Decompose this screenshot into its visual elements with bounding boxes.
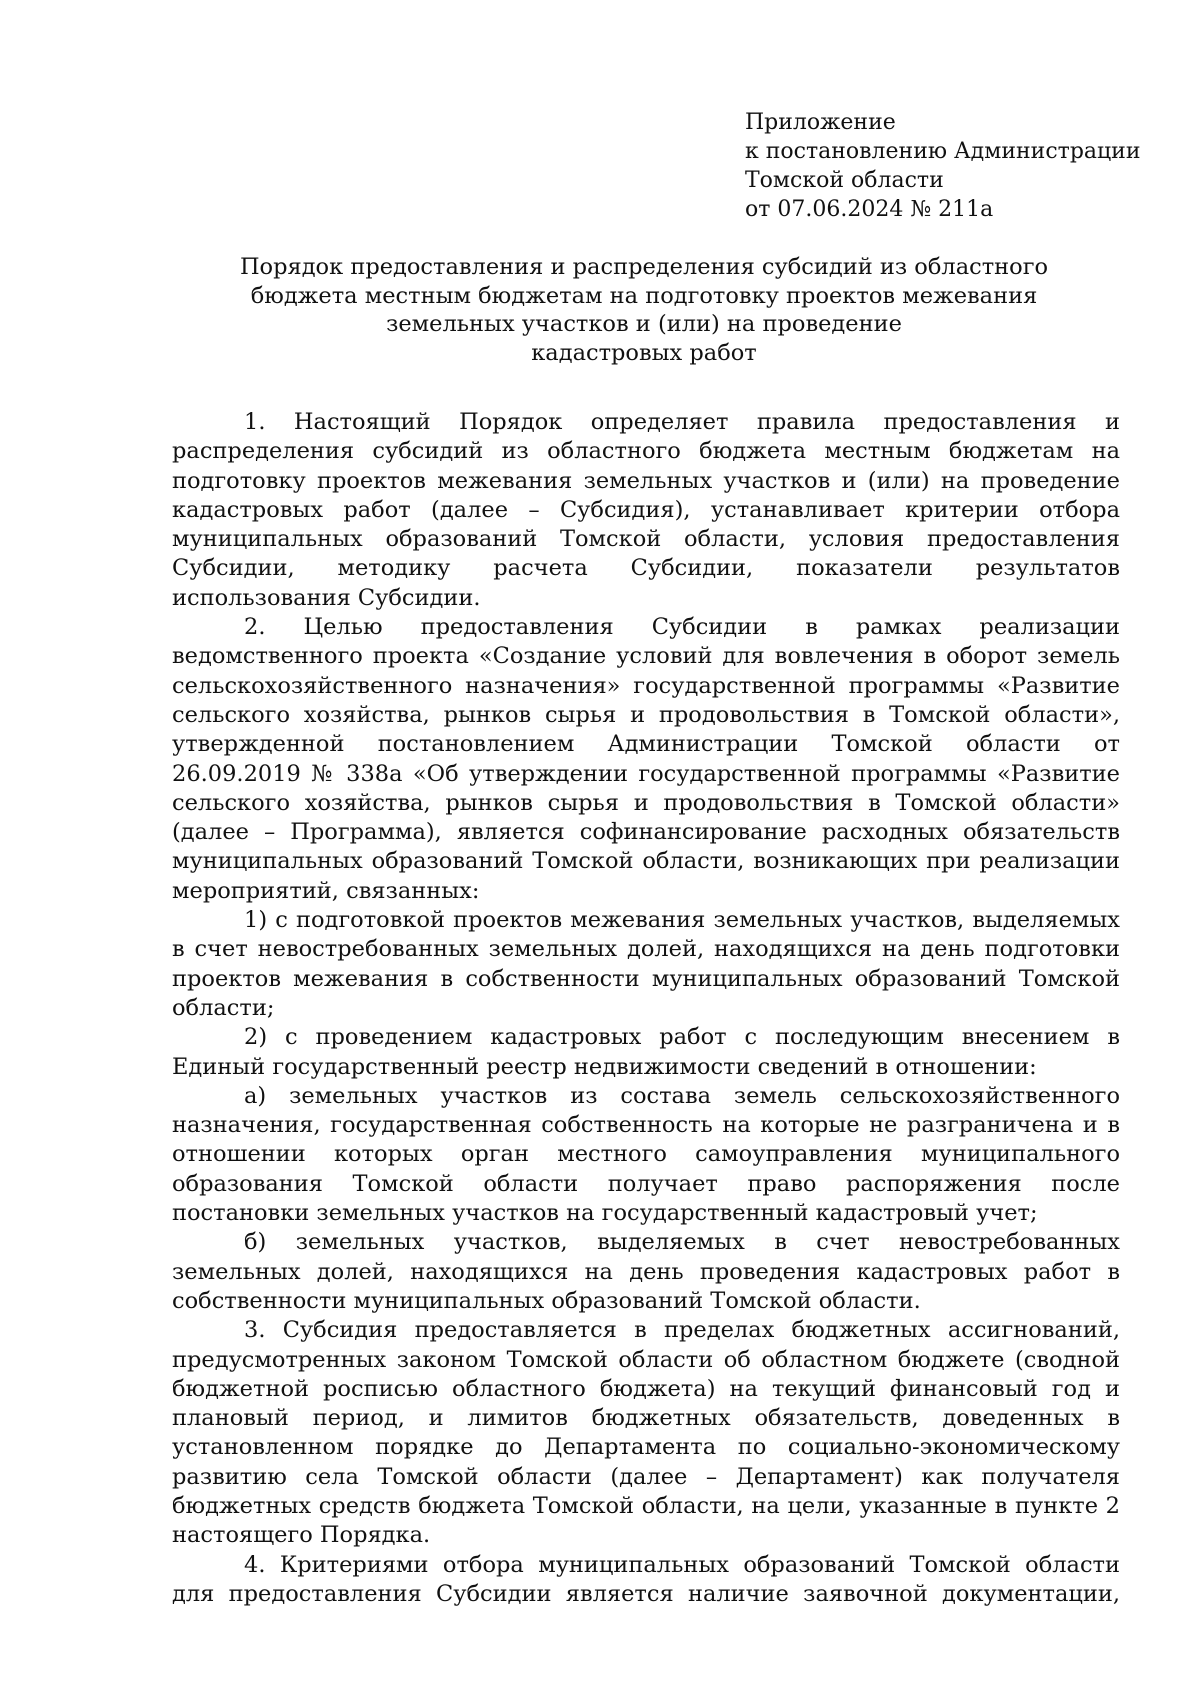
paragraph-4: 4. Критериями отбора муниципальных образований Томской области для предоставления Субсидии является наличие заявочной документации,: [172, 1551, 1120, 1607]
appendix-header-line: к постановлению Администрации: [745, 139, 1141, 164]
document-body: [172, 408, 1120, 1609]
document-title-line: бюджета местным бюджетам на подготовку проектов межевания: [250, 282, 1038, 309]
paragraph-2-item-2: 2) с проведением кадастровых работ с последующим внесением в Единый государственный реестр недвижимости сведений в отношении:: [172, 1024, 1120, 1080]
paragraph-1: 1. Настоящий Порядок определяет правила предоставления и распределения субсидий из областного бюджета местным бюджетам на подготовку проектов межевания земельных участков и (или) на проведение кадастровых работ (далее – Субсидия), устанавливает критерии отбора муниципальных образований Томской области, условия предоставления Субсидии, методику расчета Субсидии, показатели результатов использования Субсидии.: [172, 409, 1120, 611]
document-title-line: Порядок предоставления и распределения субсидий из областного: [239, 254, 1049, 280]
appendix-header-line: от 07.06.2024 № 211а: [745, 197, 994, 222]
document-title-line: кадастровых работ: [531, 339, 757, 366]
paragraph-3: 3. Субсидия предоставляется в пределах бюджетных ассигнований, предусмотренных законом Томской области об областном бюджете (сводной бюджетной росписью областного бюджета) на текущий финансовый год и плановый период, и лимитов бюджетных обязательств, доведенных в установленном порядке до Департамента по социально-экономическому развитию села Томской области (далее – Департамент) как получателя бюджетных средств бюджета Томской области, на цели, указанные в пункте 2 настоящего Порядка.: [172, 1317, 1120, 1549]
paragraph-2: 2. Целью предоставления Субсидии в рамках реализации ведомственного проекта «Создание условий для вовлечения в оборот земель сельскохозяйственного назначения» государственной программы «Развитие сельского хозяйства, рынков сырья и продовольствия в Томской области», утвержденной постановлением Администрации Томской области от 26.09.2019 № 338а «Об утверждении государственной программы «Развитие сельского хозяйства, рынков сырья и продовольствия в Томской области» (далее – Программа), является софинансирование расходных обязательств муниципальных образований Томской области, возникающих при реализации мероприятий, связанных:: [172, 614, 1120, 904]
document-title: [170, 253, 1118, 367]
document-title-line: земельных участков и (или) на проведение: [386, 311, 902, 337]
appendix-header: [745, 108, 1141, 224]
appendix-header-line: Приложение: [745, 110, 896, 135]
appendix-header-line: Томской области: [745, 168, 944, 193]
paragraph-2-item-2b: б) земельных участков, выделяемых в счет невостребованных земельных долей, находящихся на день проведения кадастровых работ в собственности муниципальных образований Томской области.: [172, 1229, 1120, 1314]
paragraph-2-item-2a: а) земельных участков из состава земель сельскохозяйственного назначения, государственная собственность на которые не разграничена и в отношении которых орган местного самоуправления муниципального образования Томской области получает право распоряжения после постановки земельных участков на государственный кадастровый учет;: [172, 1082, 1120, 1227]
paragraph-2-item-1: 1) с подготовкой проектов межевания земельных участков, выделяемых в счет невостребованных земельных долей, находящихся на день подготовки проектов межевания в собственности муниципальных образований Томской области;: [172, 907, 1120, 1021]
